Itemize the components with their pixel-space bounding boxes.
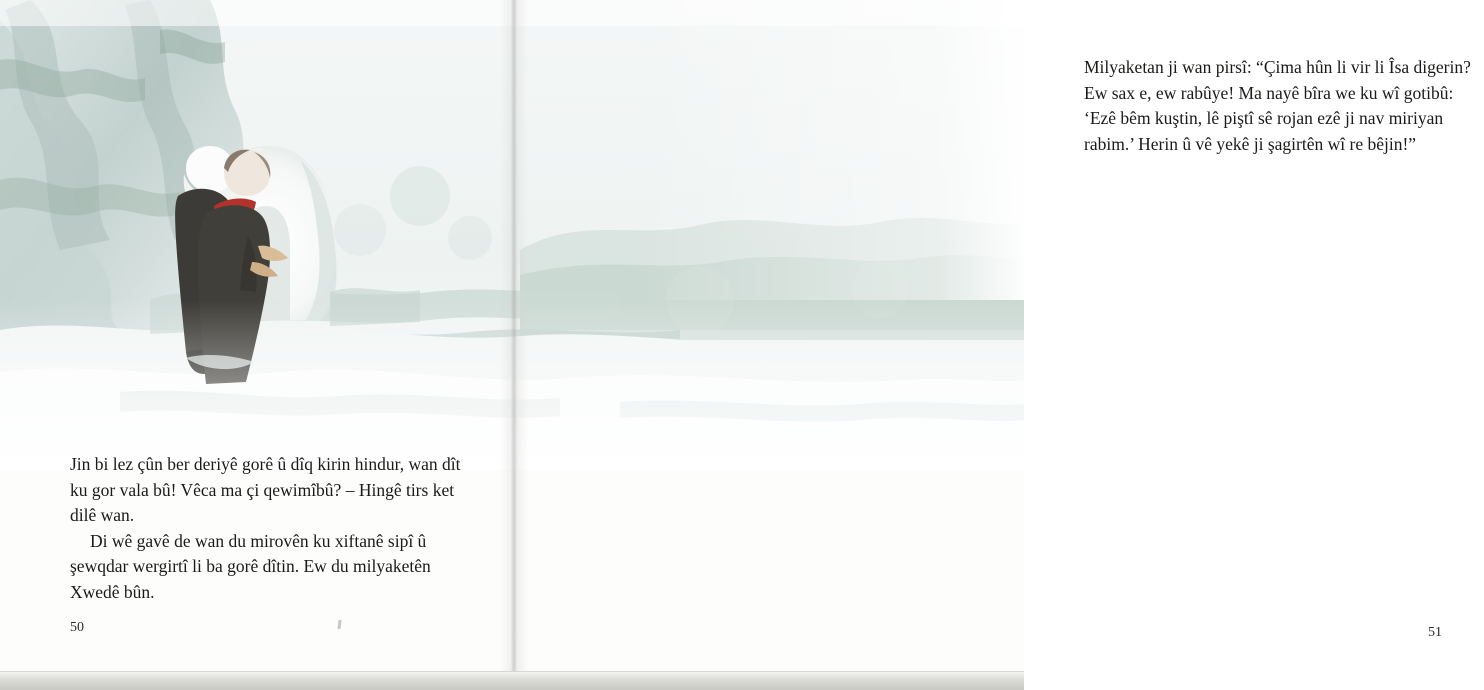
page-number-right: 51	[1428, 625, 1442, 640]
right-page	[512, 0, 1471, 689]
page-edge	[0, 671, 1024, 690]
paragraph: Milyaketan ji wan pirsî: “Çima hûn li vir li Îsa digerin? Ew sax e, ew rabûye! Ma nayê bîra we ku wî gotibû: ‘Ezê bêm kuştin, lê piştî sê rojan ezê ji nav miriyan rabim.’ Herin û vê yekê ji şagirtên wî re bêjin!”	[1084, 57, 1471, 154]
left-page	[0, 0, 512, 689]
left-page-text	[70, 452, 470, 605]
paragraph: Di wê gavê de wan du mirovên ku xiftanê sipî û şewqdar wergirtî li ba gorê dîtin. Ew du milyaketên Xwedê bûn.	[70, 530, 431, 602]
right-page-text	[1084, 55, 1484, 157]
paragraph: Jin bi lez çûn ber deriyê gorê û dîq kirin hindur, wan dît ku gor vala bû! Vêca ma çi qewimîbû? – Hingê tirs ket dilê wan.	[70, 454, 461, 525]
page-number-left: 50	[70, 620, 84, 635]
